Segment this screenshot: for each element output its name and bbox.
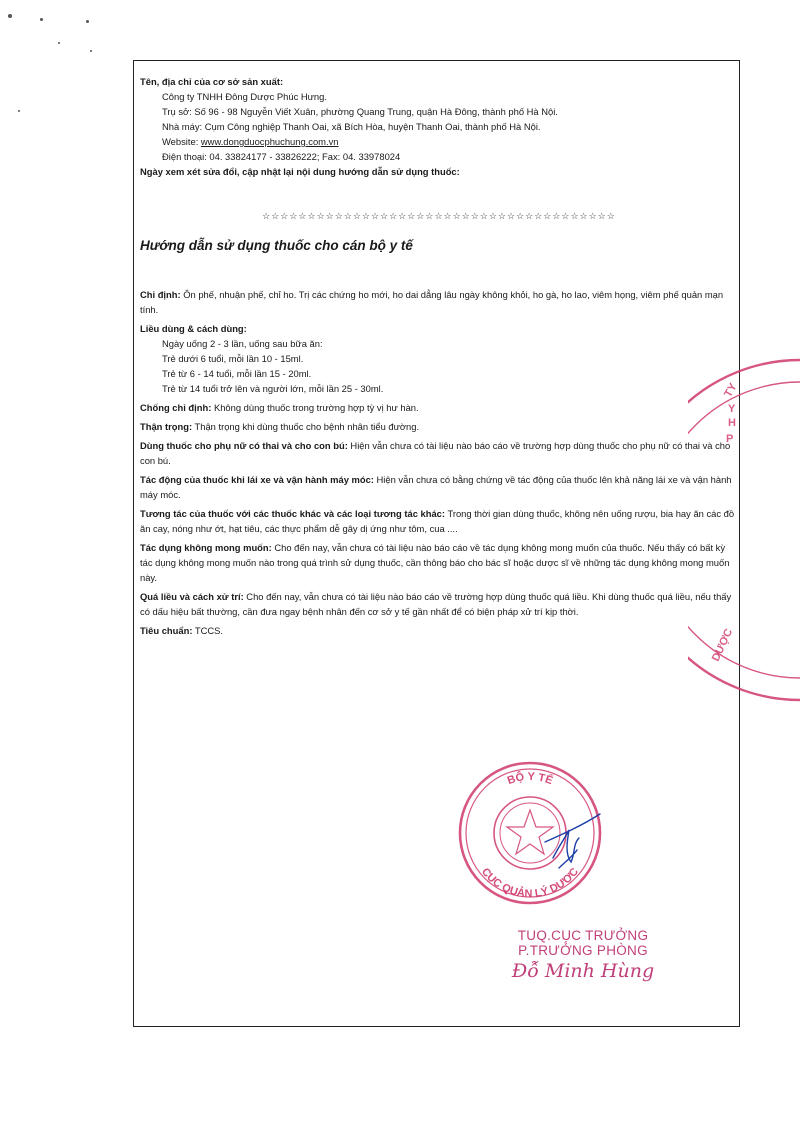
stamp-top-text: BỘ Y TẾ [505,770,555,788]
website-link[interactable]: www.dongduocphuchung.com.vn [200,136,339,147]
website-label: Website: [162,136,201,147]
scan-speck [8,14,12,18]
svg-text:Y: Y [728,403,736,415]
section-label: Tác động của thuốc khi lái xe và vận hành máy móc: [140,474,374,485]
signature-position: P.TRƯỞNG PHÒNG [518,943,648,958]
star-separator: ☆☆☆☆☆☆☆☆☆☆☆☆☆☆☆☆☆☆☆☆☆☆☆☆☆☆☆☆☆☆☆☆☆☆☆☆☆☆☆ [262,211,616,221]
section-label: Dùng thuốc cho phụ nữ có thai và cho con bú: [140,440,348,451]
section-overdose [140,589,738,619]
review-date-label: Ngày xem xét sửa đổi, cập nhật lại nội dung hướng dẫn sử dụng thuốc: [140,166,460,177]
signature-name: Đỗ Minh Hùng [511,960,655,982]
company-stamp [688,350,800,710]
dosage-line: Trẻ từ 14 tuổi trở lên và người lớn, mỗi lần 25 - 30ml. [162,383,384,394]
section-precautions [140,419,738,434]
svg-text:DƯỢC: DƯỢC [709,627,736,664]
stamp-bottom-text: CỤC QUẢN LÝ DƯỢC [478,865,582,901]
head-office-address: Trụ sở: Số 96 - 98 Nguyễn Viết Xuân, phường Quang Trung, quận Hà Đông, thành phố Hà Nội. [162,106,558,117]
section-label: Tương tác của thuốc với các thuốc khác và các loại tương tác khác: [140,508,446,519]
scan-speck [58,42,60,44]
section-text: Trong thời gian dùng thuốc, không nên uống rượu, bia hay ăn các đồ ăn cay, nóng như ớt, hạt tiêu, các thực phẩm dễ gây dị ứng như tôm, cua .... [140,508,735,534]
company-name: Công ty TNHH Đông Dược Phúc Hưng. [162,91,327,102]
phone-fax: Điện thoại: 04. 33824177 - 33826222; Fax: 04. 33978024 [162,151,401,162]
section-label: Thận trọng: [140,421,193,432]
svg-text:H: H [728,417,736,429]
section-label: Tác dụng không mong muốn: [140,542,272,553]
section-label: Liều dùng & cách dùng: [140,323,247,334]
section-contraindications [140,400,738,415]
manufacturer-heading: Tên, địa chỉ của cơ sở sản xuất: [140,76,284,87]
guide-title: Hướng dẫn sử dụng thuốc cho cán bộ y tế [140,238,413,253]
section-interactions [140,506,738,536]
section-side-effects [140,540,738,585]
section-driving [140,472,738,502]
dosage-line: Trẻ dưới 6 tuổi, mỗi lần 10 - 15ml. [162,353,304,364]
section-standard [140,623,738,638]
section-indications [140,287,738,317]
section-text: Ôn phế, nhuận phế, chỉ ho. Trị các chứng ho mới, ho dai dẳng lâu ngày không khỏi, ho gà, ho lao, viêm họng, viêm phế quản mạn tính. [140,289,724,315]
section-label: Tiêu chuẩn: [140,625,193,636]
section-label: Chống chỉ định: [140,402,212,413]
section-text: TCCS. [192,625,223,636]
factory-address: Nhà máy: Cụm Công nghiệp Thanh Oai, xã Bích Hòa, huyện Thanh Oai, thành phố Hà Nội. [162,121,541,132]
dosage-line: Ngày uống 2 - 3 lần, uống sau bữa ăn: [162,338,323,349]
scan-speck [40,18,43,21]
signature-block [498,928,668,982]
section-text: Thận trọng khi dùng thuốc cho bệnh nhân tiểu đường. [192,421,420,432]
document-body [140,74,738,638]
section-text: Hiện vẫn chưa có tài liệu nào báo cáo về trường hợp dùng thuốc cho phụ nữ có thai và cho con bú. [140,440,731,466]
section-pregnancy [140,438,738,468]
official-round-stamp [455,758,605,908]
section-text: Cho đến nay, vẫn chưa có tài liệu nào báo cáo về tác dụng không mong muốn của thuốc. Nếu thấy có bất kỳ tác dụng không mong muốn nào trong quá trình sử dụng thuốc, cần thông báo cho bác sĩ hoặc dược sĩ về những tác dụng không mong muốn này. [140,542,730,583]
website-line [140,134,738,149]
svg-text:TY: TY [722,381,740,400]
scan-speck [90,50,92,52]
section-dosage [140,321,738,396]
dosage-line: Trẻ từ 6 - 14 tuổi, mỗi lần 15 - 20ml. [162,368,312,379]
scan-speck [18,110,20,112]
section-text: Cho đến nay, vẫn chưa có tài liệu nào báo cáo về trường hợp dùng thuốc quá liều. Khi dùng thuốc quá liều, nếu thấy có dấu hiệu bất thường, cần đưa ngay bệnh nhân đến cơ sở y tế gần nhất để có biện pháp xử trí kịp thời. [140,591,732,617]
scan-speck [86,20,89,23]
section-label: Quá liều và cách xử trí: [140,591,244,602]
signature-authority: TUQ.CỤC TRƯỞNG [517,928,649,943]
section-text: Không dùng thuốc trong trường hợp tỳ vị hư hàn. [211,402,419,413]
svg-text:P: P [726,433,734,445]
section-label: Chỉ định: [140,289,181,300]
section-text: Hiện vẫn chưa có bằng chứng về tác động của thuốc lên khả năng lái xe và vận hành máy móc. [140,474,732,500]
